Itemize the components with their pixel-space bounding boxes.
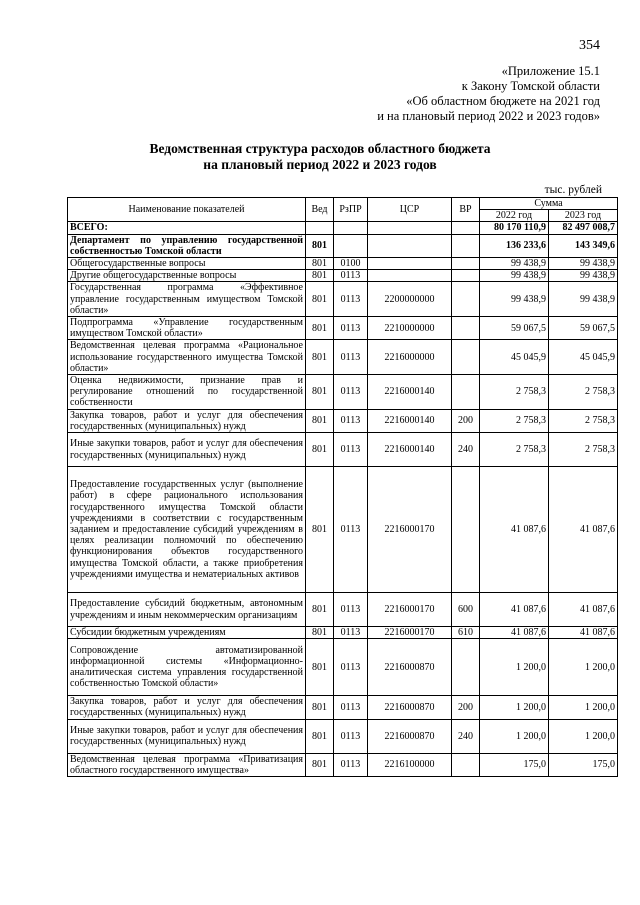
table-row [68, 340, 618, 375]
cell-rzpr: 0113 [334, 593, 368, 627]
cell-sum-2022: 2 758,3 [480, 375, 549, 410]
cell-sum-2023: 41 087,6 [549, 627, 618, 639]
appendix-line: к Закону Томской области [461, 79, 600, 93]
cell-vr [452, 270, 480, 282]
cell-rzpr: 0113 [334, 282, 368, 317]
cell-sum-2023: 1 200,0 [549, 639, 618, 696]
cell-csr [368, 234, 452, 257]
table-row [68, 270, 618, 282]
budget-table [67, 197, 618, 777]
cell-name: Общегосударственные вопросы [68, 258, 306, 270]
cell-rzpr: 0113 [334, 317, 368, 340]
cell-csr: 2216000170 [368, 467, 452, 593]
header-sum: Сумма [480, 198, 618, 210]
cell-rzpr: 0113 [334, 719, 368, 753]
cell-sum-2022: 2 758,3 [480, 409, 549, 432]
cell-rzpr [334, 222, 368, 234]
cell-name: Оценка недвижимости, признание прав и регулирование отношений по государственной собственности [68, 375, 306, 410]
cell-csr [368, 258, 452, 270]
table-row [68, 593, 618, 627]
cell-rzpr: 0113 [334, 627, 368, 639]
cell-vr [452, 258, 480, 270]
cell-vr: 600 [452, 593, 480, 627]
cell-sum-2022: 41 087,6 [480, 627, 549, 639]
cell-ved: 801 [306, 340, 334, 375]
cell-sum-2022: 1 200,0 [480, 639, 549, 696]
cell-ved: 801 [306, 639, 334, 696]
table-row [68, 696, 618, 719]
table-row [68, 375, 618, 410]
cell-vr: 240 [452, 433, 480, 467]
cell-name: Субсидии бюджетным учреждениям [68, 627, 306, 639]
table-row [68, 234, 618, 257]
cell-csr: 2210000000 [368, 317, 452, 340]
header-vr: ВР [452, 198, 480, 222]
cell-ved: 801 [306, 282, 334, 317]
cell-vr: 610 [452, 627, 480, 639]
cell-ved: 801 [306, 593, 334, 627]
cell-sum-2023: 1 200,0 [549, 696, 618, 719]
cell-rzpr: 0113 [334, 696, 368, 719]
cell-csr: 2216000870 [368, 639, 452, 696]
cell-csr [368, 222, 452, 234]
header-name: Наименование показателей [68, 198, 306, 222]
cell-name: Сопровождение автоматизированной информационной системы «Информационно-аналитическая система управления государственной собственностью Томской области» [68, 639, 306, 696]
appendix-line: и на плановый период 2022 и 2023 годов» [377, 109, 600, 123]
cell-ved: 801 [306, 317, 334, 340]
cell-csr: 2216000170 [368, 593, 452, 627]
cell-csr: 2216000140 [368, 409, 452, 432]
cell-rzpr: 0113 [334, 409, 368, 432]
cell-rzpr: 0100 [334, 258, 368, 270]
cell-name: Иные закупки товаров, работ и услуг для обеспечения государственных (муниципальных) нужд [68, 719, 306, 753]
cell-csr: 2216100000 [368, 753, 452, 776]
cell-csr: 2216000170 [368, 627, 452, 639]
cell-ved: 801 [306, 270, 334, 282]
table-row [68, 467, 618, 593]
cell-rzpr: 0113 [334, 753, 368, 776]
cell-sum-2023: 45 045,9 [549, 340, 618, 375]
table-row [68, 258, 618, 270]
cell-name: Предоставление субсидий бюджетным, автономным учреждениям и иным некоммерческим организациям [68, 593, 306, 627]
cell-sum-2022: 2 758,3 [480, 433, 549, 467]
cell-rzpr: 0113 [334, 467, 368, 593]
cell-vr [452, 639, 480, 696]
cell-vr [452, 375, 480, 410]
header-2022: 2022 год [480, 210, 549, 222]
cell-name: Департамент по управлению государственной собственностью Томской области [68, 234, 306, 257]
cell-sum-2022: 99 438,9 [480, 282, 549, 317]
cell-sum-2023: 2 758,3 [549, 375, 618, 410]
cell-vr [452, 317, 480, 340]
cell-sum-2022: 1 200,0 [480, 719, 549, 753]
cell-sum-2023: 41 087,6 [549, 467, 618, 593]
cell-name: Закупка товаров, работ и услуг для обеспечения государственных (муниципальных) нужд [68, 409, 306, 432]
cell-sum-2022: 41 087,6 [480, 593, 549, 627]
cell-sum-2022: 175,0 [480, 753, 549, 776]
document-title [0, 141, 640, 173]
table-row [68, 719, 618, 753]
cell-csr: 2200000000 [368, 282, 452, 317]
cell-ved [306, 222, 334, 234]
cell-name: Другие общегосударственные вопросы [68, 270, 306, 282]
cell-sum-2022: 80 170 110,9 [480, 222, 549, 234]
page-number: 354 [579, 38, 600, 53]
header-csr: ЦСР [368, 198, 452, 222]
cell-sum-2023: 143 349,6 [549, 234, 618, 257]
cell-sum-2023: 2 758,3 [549, 409, 618, 432]
table-row [68, 317, 618, 340]
appendix-header [377, 64, 600, 124]
cell-ved: 801 [306, 409, 334, 432]
cell-rzpr: 0113 [334, 340, 368, 375]
cell-csr: 2216000140 [368, 375, 452, 410]
cell-ved: 801 [306, 627, 334, 639]
header-2023: 2023 год [549, 210, 618, 222]
cell-sum-2022: 1 200,0 [480, 696, 549, 719]
title-line: Ведомственная структура расходов областного бюджета [149, 141, 491, 156]
cell-csr [368, 270, 452, 282]
cell-ved: 801 [306, 696, 334, 719]
cell-sum-2023: 99 438,9 [549, 282, 618, 317]
cell-name: Ведомственная целевая программа «Приватизация областного государственного имущества» [68, 753, 306, 776]
cell-vr [452, 234, 480, 257]
cell-csr: 2216000140 [368, 433, 452, 467]
table-body [68, 222, 618, 777]
appendix-line: «Приложение 15.1 [501, 64, 600, 78]
cell-sum-2022: 99 438,9 [480, 258, 549, 270]
table-row [68, 222, 618, 234]
cell-vr [452, 467, 480, 593]
cell-vr: 200 [452, 409, 480, 432]
cell-ved: 801 [306, 375, 334, 410]
header-rzpr: РзПР [334, 198, 368, 222]
cell-sum-2023: 99 438,9 [549, 258, 618, 270]
cell-name: Иные закупки товаров, работ и услуг для обеспечения государственных (муниципальных) нужд [68, 433, 306, 467]
cell-sum-2022: 136 233,6 [480, 234, 549, 257]
appendix-line: «Об областном бюджете на 2021 год [406, 94, 600, 108]
cell-sum-2022: 99 438,9 [480, 270, 549, 282]
table-row [68, 627, 618, 639]
cell-rzpr: 0113 [334, 270, 368, 282]
cell-vr: 240 [452, 719, 480, 753]
cell-csr: 2216000870 [368, 719, 452, 753]
cell-rzpr [334, 234, 368, 257]
title-line: на плановый период 2022 и 2023 годов [203, 157, 437, 172]
cell-ved: 801 [306, 467, 334, 593]
cell-name: Ведомственная целевая программа «Рациональное использование государственного имущества Томской области» [68, 340, 306, 375]
cell-vr [452, 222, 480, 234]
table-row [68, 753, 618, 776]
cell-ved: 801 [306, 433, 334, 467]
cell-sum-2023: 82 497 008,7 [549, 222, 618, 234]
cell-csr: 2216000870 [368, 696, 452, 719]
cell-sum-2023: 2 758,3 [549, 433, 618, 467]
cell-ved: 801 [306, 234, 334, 257]
cell-vr [452, 753, 480, 776]
cell-sum-2023: 41 087,6 [549, 593, 618, 627]
cell-vr: 200 [452, 696, 480, 719]
table-row [68, 639, 618, 696]
cell-sum-2023: 59 067,5 [549, 317, 618, 340]
cell-name: Государственная программа «Эффективное управление государственным имуществом Томской области» [68, 282, 306, 317]
table-row [68, 433, 618, 467]
cell-sum-2023: 99 438,9 [549, 270, 618, 282]
cell-ved: 801 [306, 258, 334, 270]
cell-name: ВСЕГО: [68, 222, 306, 234]
cell-name: Подпрограмма «Управление государственным имуществом Томской области» [68, 317, 306, 340]
cell-name: Закупка товаров, работ и услуг для обеспечения государственных (муниципальных) нужд [68, 696, 306, 719]
cell-sum-2022: 45 045,9 [480, 340, 549, 375]
cell-vr [452, 340, 480, 375]
units-label: тыс. рублей [544, 184, 602, 196]
cell-rzpr: 0113 [334, 375, 368, 410]
cell-sum-2023: 1 200,0 [549, 719, 618, 753]
cell-name: Предоставление государственных услуг (выполнение работ) в сфере рационального использования государственного имущества Томской области учреждениями в соответствии с государственным заданием и предоставление субсидий учреждениям в целях реализации полномочий по обеспечению функционирования объектов государственного имущества Томской области, а также приобретения учреждениями имущества и нематериальных активов [68, 467, 306, 593]
table-row [68, 409, 618, 432]
cell-ved: 801 [306, 753, 334, 776]
cell-csr: 2216000000 [368, 340, 452, 375]
cell-sum-2022: 59 067,5 [480, 317, 549, 340]
cell-ved: 801 [306, 719, 334, 753]
cell-sum-2022: 41 087,6 [480, 467, 549, 593]
cell-vr [452, 282, 480, 317]
cell-sum-2023: 175,0 [549, 753, 618, 776]
cell-rzpr: 0113 [334, 433, 368, 467]
table-row [68, 282, 618, 317]
header-ved: Вед [306, 198, 334, 222]
cell-rzpr: 0113 [334, 639, 368, 696]
